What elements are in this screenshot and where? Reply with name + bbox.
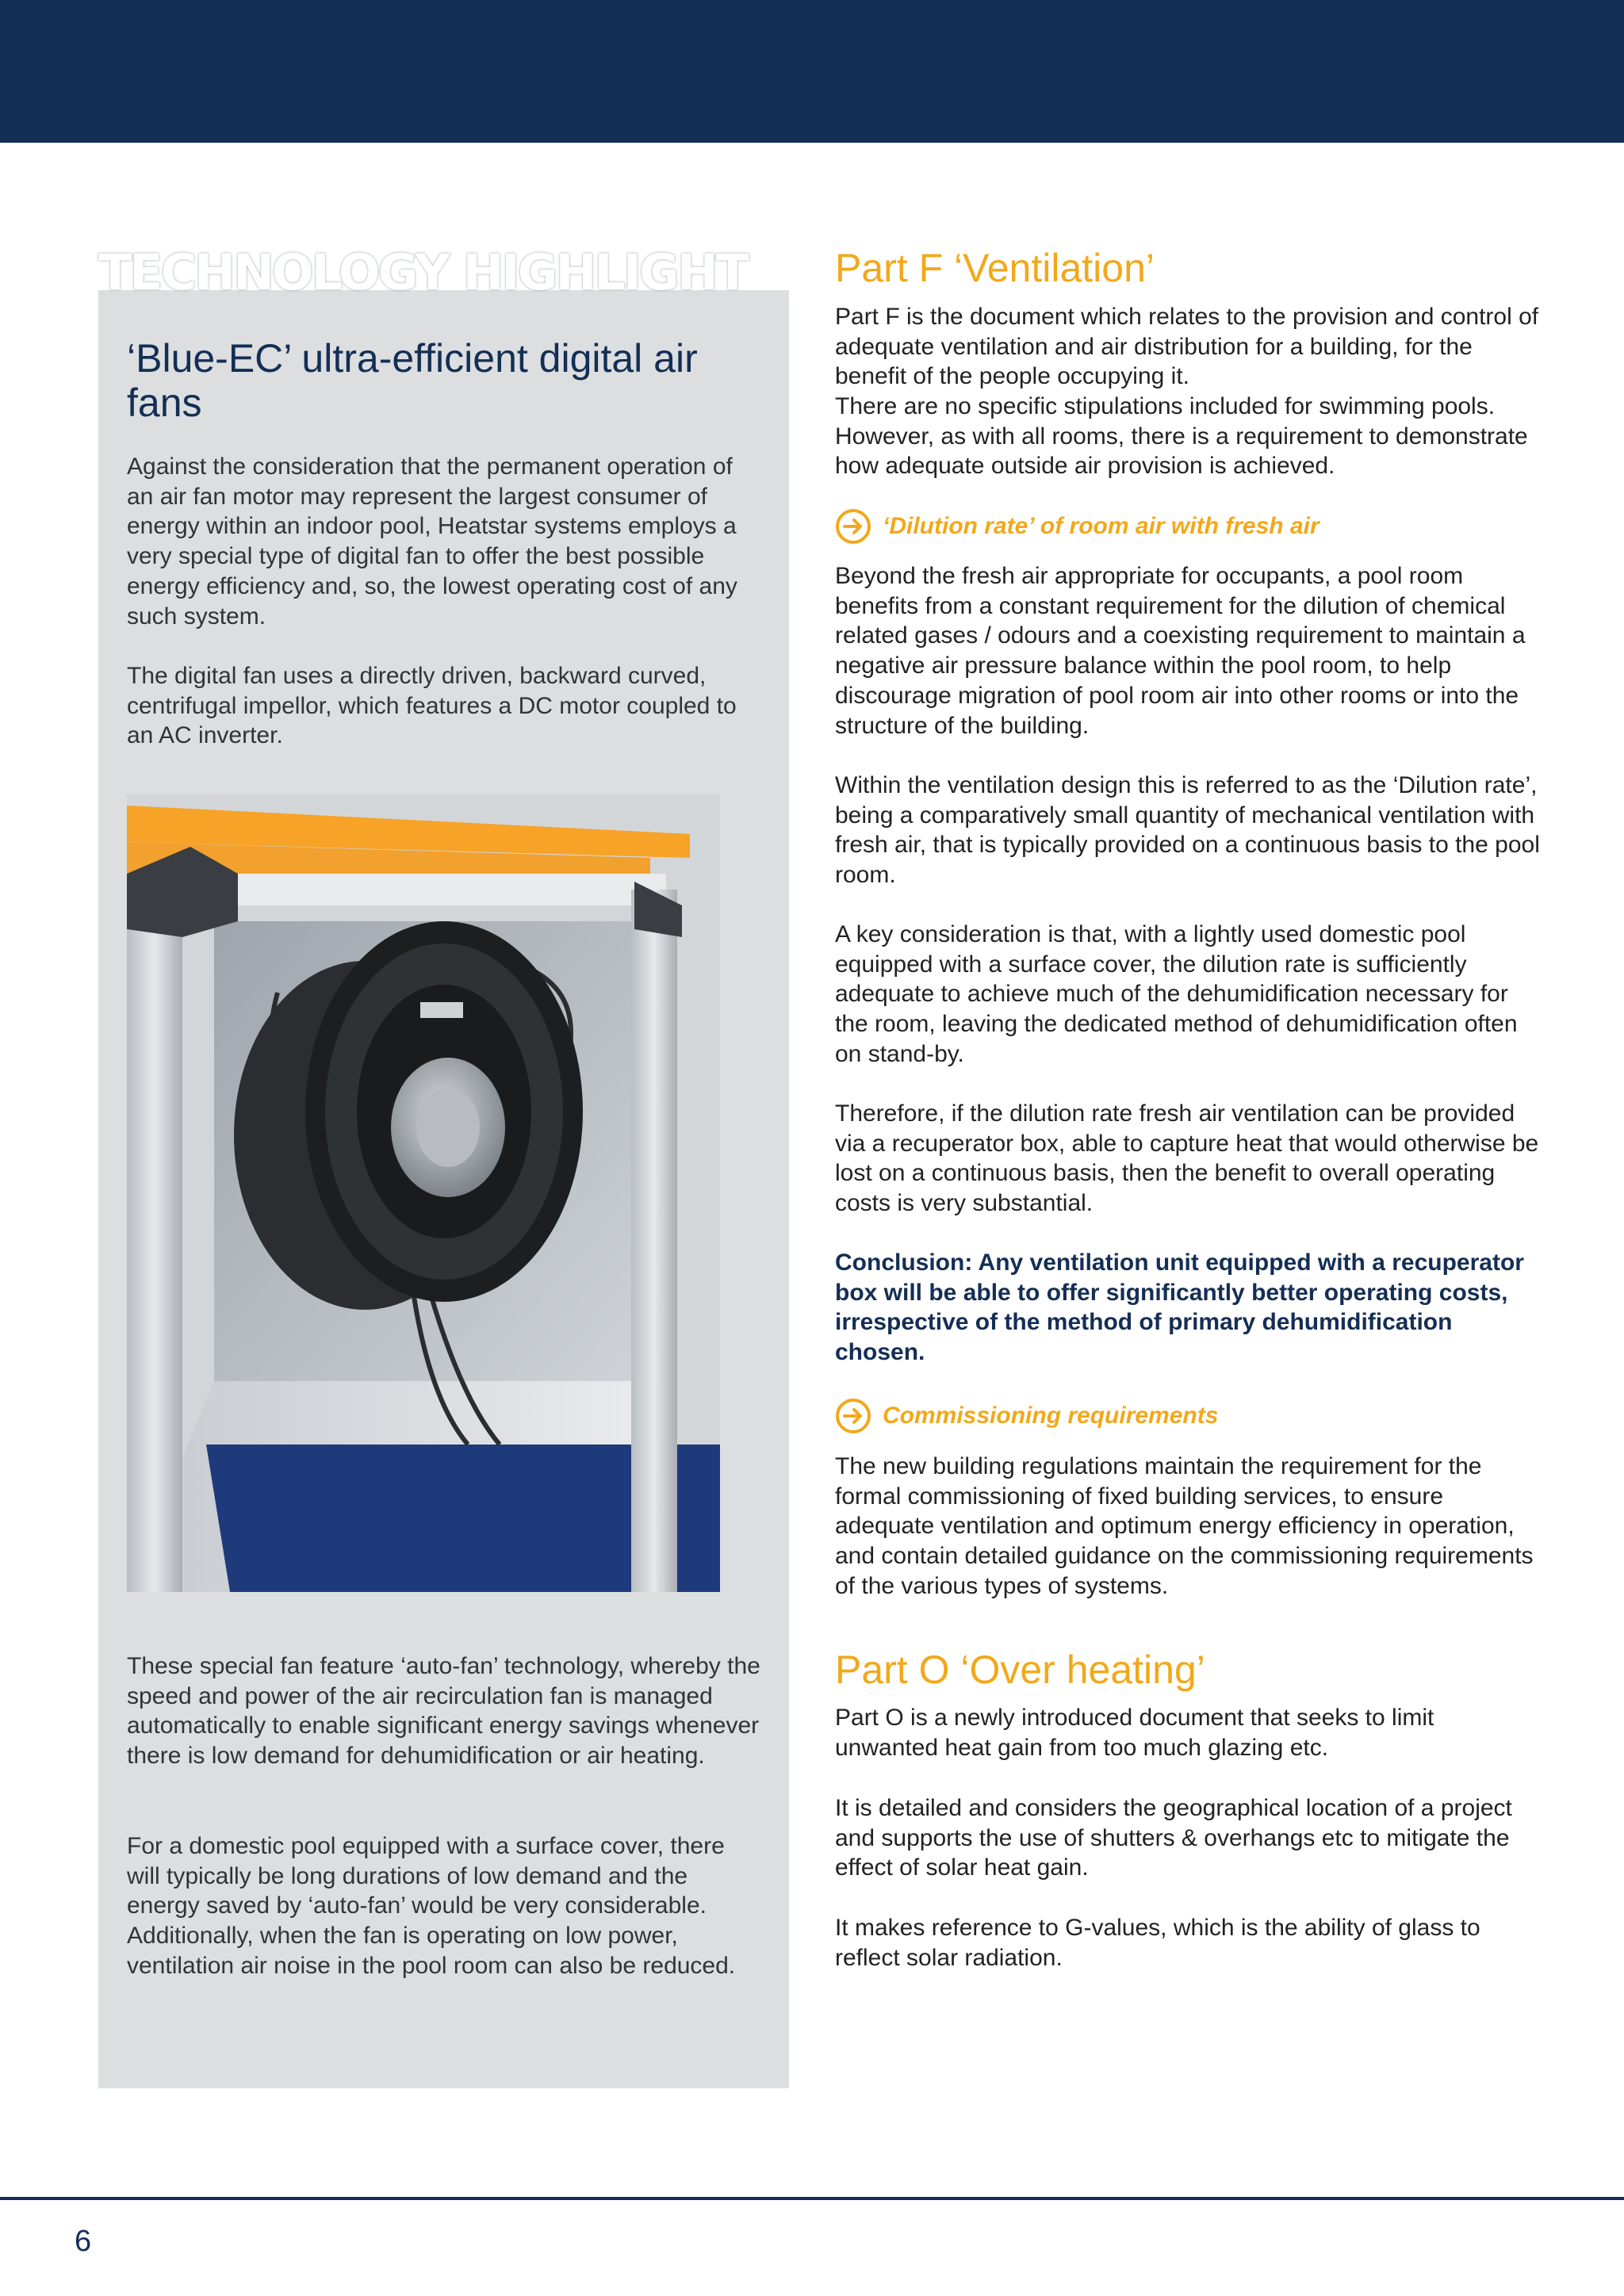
- arrow-right-circle-icon: [835, 508, 871, 545]
- part-f-intro: Part F is the document which relates to the provision and control of adequate ventilation and air distribution for a building, for the benefit of the people occupying it.: [835, 304, 1539, 390]
- part-f-title: Part F ‘Ventilation’: [835, 246, 1155, 290]
- highlight-title: ‘Blue-EC’ ultra-efficient digital air fans: [127, 336, 698, 425]
- dilution-paragraph: Beyond the fresh air appropriate for occupants, a pool room benefits from a constant requirement for the dilution of chemical related gases / odours and a coexisting requirement to maintain a negative air pressure balance within the pool room, to help discourage migration of pool room air into other rooms or into the structure of the building.: [835, 563, 1526, 739]
- part-o-paragraph: It makes reference to G-values, which is the ability of glass to reflect solar radiation.: [835, 1915, 1480, 1971]
- highlight-paragraph: For a domestic pool equipped with a surface cover, there will typically be long durations of low demand and the energy saved by ‘auto-fan’ would be very considerable. Additionally, when the fan is operating on low power, ventilation air noise in the pool room can also be reduced.: [127, 1833, 736, 1979]
- part-o-paragraph: Part O is a newly introduced document that seeks to limit unwanted heat gain from too much glazing etc.: [835, 1705, 1434, 1761]
- highlight-paragraph: Against the consideration that the permanent operation of an air fan motor may represent the largest consumer of energy within an indoor pool, Heatstar systems employs a very special type of digital fan to offer the best possible energy efficiency and, so, the lowest operating cost of any such system.: [127, 453, 737, 629]
- highlight-paragraph: These special fan feature ‘auto-fan’ technology, whereby the speed and power of the air recirculation fan is managed automatically to enable significant energy savings whenever there is low demand for dehumidification or air heating.: [127, 1653, 760, 1770]
- part-o-paragraph: It is detailed and considers the geographical location of a project and supports the use of shutters & overhangs etc to mitigate the effect of solar heat gain.: [835, 1795, 1512, 1881]
- page-number: 6: [75, 2225, 92, 2258]
- dilution-paragraph: Therefore, if the dilution rate fresh air ventilation can be provided via a recuperator box, able to capture heat that would otherwise be lost on a continuous basis, then the benefit to overall operating costs is very substantial.: [835, 1100, 1539, 1217]
- dilution-rate-heading-label: ‘Dilution rate’ of room air with fresh air: [883, 513, 1320, 539]
- part-f-intro: There are no specific stipulations included for swimming pools. However, as with all rooms, there is a requirement to demonstrate how adequate outside air provision is achieved.: [835, 393, 1528, 480]
- arrow-right-circle-icon: [835, 1398, 871, 1434]
- technology-highlight-label: TECHNOLOGY HIGHLIGHT: [98, 243, 748, 301]
- highlight-paragraph: The digital fan uses a directly driven, backward curved, centrifugal impellor, which features a DC motor coupled to an AC inverter.: [127, 663, 737, 749]
- dilution-conclusion: Conclusion: Any ventilation unit equipped with a recuperator box will be able to offer significantly better operating costs, irrespective of the method of primary dehumidification chosen.: [835, 1249, 1524, 1366]
- dilution-paragraph: A key consideration is that, with a lightly used domestic pool equipped with a surface cover, the dilution rate is sufficiently adequate to achieve much of the dehumidification necessary for the room, leaving the dedicated method of dehumidification often on stand-by.: [835, 921, 1518, 1067]
- commissioning-paragraph: The new building regulations maintain the requirement for the formal commissioning of fixed building services, to ensure adequate ventilation and optimum energy efficiency in operation, and contain detailed guidance on the commissioning requirements of the various types of systems.: [835, 1453, 1534, 1599]
- header-band: [0, 0, 1624, 143]
- footer-rule: [0, 2197, 1624, 2200]
- dilution-paragraph: Within the ventilation design this is referred to as the ‘Dilution rate’, being a comparatively small quantity of mechanical ventilation with fresh air, that is typically provided on a continuous basis to the pool room.: [835, 772, 1540, 889]
- dilution-rate-heading: [835, 508, 1320, 545]
- part-o-title: Part O ‘Over heating’: [835, 1647, 1205, 1692]
- fan-unit-photo: [127, 794, 720, 1592]
- commissioning-heading: [835, 1398, 1218, 1434]
- commissioning-heading-label: Commissioning requirements: [883, 1402, 1219, 1429]
